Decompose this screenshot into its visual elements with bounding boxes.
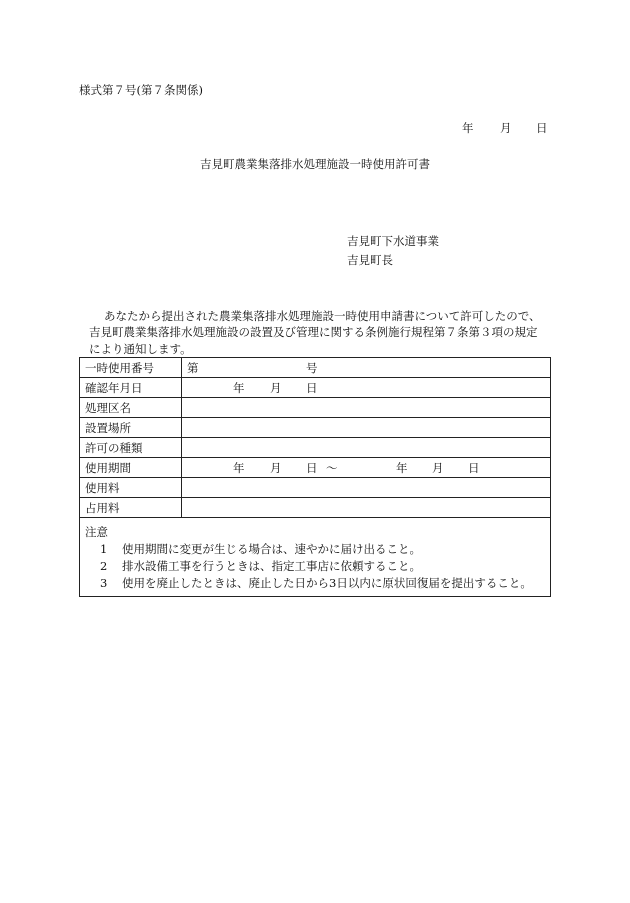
permit-number-prefix: 第 — [187, 360, 199, 375]
note-number: 2 — [100, 559, 108, 573]
location-value — [182, 418, 551, 438]
date-month-label: 月 — [500, 121, 512, 135]
notes-heading: 注意 — [85, 525, 108, 539]
confirm-day-label: 日 — [306, 380, 318, 395]
table-row — [80, 458, 551, 478]
date-day-label: 日 — [536, 121, 548, 135]
row-label-usage-fee: 使用料 — [80, 478, 182, 498]
period-end-year: 年 — [396, 460, 408, 475]
table-row — [80, 378, 551, 398]
notes-section — [80, 518, 551, 597]
permit-number-value — [182, 358, 551, 378]
note-item — [100, 558, 550, 575]
confirm-date-value — [182, 378, 551, 398]
note-text: 排水設備工事を行うときは、指定工事店に依頼すること。 — [122, 559, 421, 573]
note-item — [100, 541, 550, 558]
row-label-permit-number: 一時使用番号 — [80, 358, 182, 378]
period-end-day: 日 — [468, 460, 480, 475]
document-title: 吉見町農業集落排水処理施設一時使用許可書 — [200, 157, 430, 171]
row-label-period: 使用期間 — [80, 458, 182, 478]
table-row — [80, 498, 551, 518]
note-item — [100, 575, 550, 592]
period-tilde: 〜 — [326, 460, 338, 475]
period-start-year: 年 — [233, 460, 245, 475]
confirm-year-label: 年 — [233, 380, 245, 395]
occupancy-fee-value — [182, 498, 551, 518]
period-start-month: 月 — [270, 460, 282, 475]
table-row — [80, 398, 551, 418]
body-line-2: 吉見町農業集落排水処理施設の設置及び管理に関する条例施行規程第７条第３項の規定 — [89, 325, 538, 339]
row-label-occupancy-fee: 占用料 — [80, 498, 182, 518]
note-number: 3 — [100, 576, 108, 590]
issuer-organization: 吉見町下水道事業 — [347, 234, 439, 248]
usage-fee-value — [182, 478, 551, 498]
row-label-location: 設置場所 — [80, 418, 182, 438]
date-year-label: 年 — [462, 121, 474, 135]
permit-table — [79, 357, 551, 597]
note-number: 1 — [100, 542, 108, 556]
period-end-month: 月 — [432, 460, 444, 475]
period-start-day: 日 — [306, 460, 318, 475]
period-value — [182, 458, 551, 478]
row-label-district: 処理区名 — [80, 398, 182, 418]
district-value — [182, 398, 551, 418]
issuer-title: 吉見町長 — [347, 253, 393, 267]
table-row — [80, 478, 551, 498]
row-label-permit-type: 許可の種類 — [80, 438, 182, 458]
body-line-1: あなたから提出された農業集落排水処理施設一時使用申請書について許可したので、 — [104, 309, 541, 323]
body-line-3: により通知します。 — [89, 342, 192, 356]
table-row — [80, 518, 551, 597]
permit-number-suffix: 号 — [306, 360, 318, 375]
table-row — [80, 438, 551, 458]
note-text: 使用期間に変更が生じる場合は、速やかに届け出ること。 — [122, 542, 421, 556]
table-row — [80, 418, 551, 438]
permit-type-value — [182, 438, 551, 458]
table-row — [80, 358, 551, 378]
note-text: 使用を廃止したときは、廃止した日から3日以内に原状回復届を提出すること。 — [122, 576, 532, 590]
form-number: 様式第７号(第７条関係) — [79, 83, 203, 97]
row-label-confirm-date: 確認年月日 — [80, 378, 182, 398]
confirm-month-label: 月 — [270, 380, 282, 395]
